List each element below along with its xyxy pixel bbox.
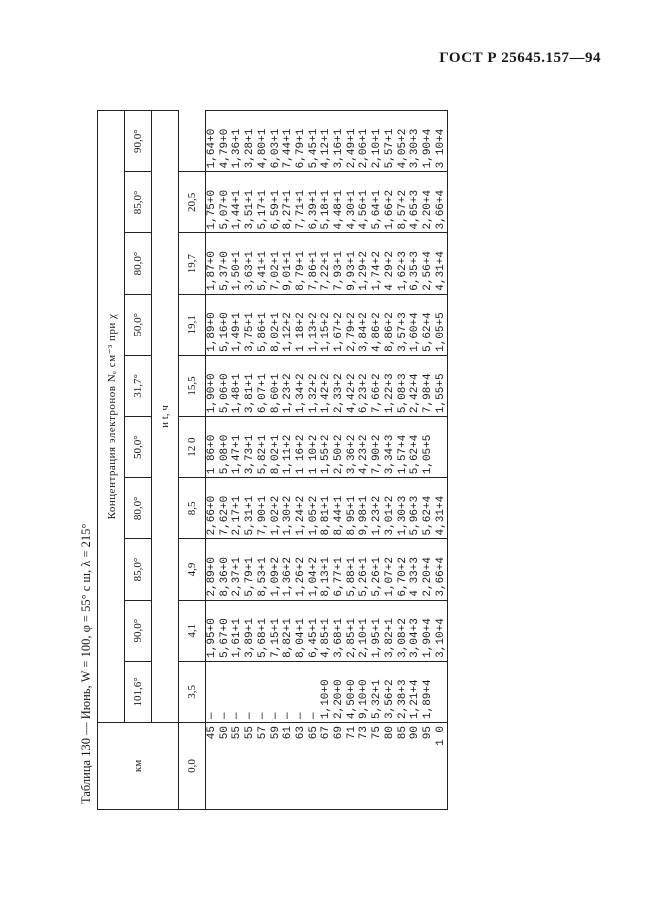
value-column: 1,75+0 5,07+0 1,44+1 3,51+1 5,17+1 6,59+1 8,27+1 7,71+1 6,39+1 5,18+1 4,48+1 4,30+1 4,56+1 5,64+1 1,66+2 8,57+2 4,65+3 2,20+4 3,66+4 (206, 172, 448, 233)
t-value: 4,1 (179, 600, 206, 661)
t-value: 12 0 (179, 417, 206, 478)
value-column: 2,89+0 8,36+0 2,37+1 5,79+1 8,53+1 1,09+2 1,36+2 1,26+2 1,04+2 8,13+1 6,77+1 5,88+1 5,26+1 5,26+1 1,07+2 6,70+2 4 33+3 2,20+4 3,66+4 (206, 539, 448, 600)
value-column: 1,89+0 5,16+0 1,49+1 3,75+1 5,86+1 8,02+1 1,12+2 1 18+2 1,13+2 1,15+2 1,67+2 2,79+2 3,84+2 4,86+2 8,86+2 3,57+3 1,60+4 5,62+4 1,05+5 (206, 294, 448, 355)
chi-value: 85,0° (125, 539, 152, 600)
caption-label: Таблица 130 — Июнь, (79, 685, 93, 804)
caption-phi: φ = 55° с ш, (79, 569, 93, 633)
value-column: 2,66+0 7,62+0 2,17+1 5,31+1 7,90+1 1,02+2 1,30+2 1,24+2 1,05+2 8,81+1 8,44+1 8,95+1 9,98+1 1,23+2 3,01+2 1,30+3 5,96+3 5,62+4 4,31+4 (206, 478, 448, 539)
heights-column: 45 50 55 55 57 59 61 63 65 67 69 71 73 75 80 85 90 95 1 0 (206, 723, 448, 810)
t-value: 15,5 (179, 355, 206, 416)
chi-row (125, 111, 152, 810)
t-row (179, 111, 206, 810)
value-column: 1,95+0 5,67+0 1,61+1 3,89+1 5,68+1 7,15+1 8,82+1 8,04+1 6,45+1 4,85+1 3,68+1 2,85+1 2,10+1 1,95+1 3,82+1 3,08+2 3,04+3 1,90+4 3,10+4 (206, 600, 448, 661)
rotated-table-area (75, 90, 661, 804)
t-value: 8,5 (179, 478, 206, 539)
t-value: 19,7 (179, 233, 206, 294)
value-column: 1,87+0 5,37+0 1,50+1 3,63+1 5,41+1 7,02+1 9,01+1 8,79+1 7,86+1 7,22+1 7,93+1 9,93+1 1,29+2 1,74+2 4 29+2 1,62+3 6,35+3 2,56+4 4,31+4 (206, 233, 448, 294)
values-row (206, 111, 448, 810)
t-value: 20,5 (179, 172, 206, 233)
chi-value: 50,0° (125, 294, 152, 355)
value-column: 1,64+0 4,79+0 1,36+1 3,28+1 4,80+1 6,03+1 7,44+1 6,79+1 5,45+1 4,12+1 3,16+1 2,49+1 2,06+1 2,10+1 5,57+1 4,05+2 3,30+3 1,90+4 3 10+4 (206, 111, 448, 172)
chi-value: 90,0° (125, 111, 152, 172)
t-value: 19,1 (179, 294, 206, 355)
chi-value: 90,0° (125, 600, 152, 661)
t-value: 4,9 (179, 539, 206, 600)
rotated-content (75, 90, 595, 810)
km-header: км (98, 723, 179, 810)
t-value: 0,0 (179, 723, 206, 810)
chi-value: 31,7° (125, 355, 152, 416)
value-column: 1 86+0 5,08+0 1,47+1 3,73+1 5,82+1 8,02+1 1,11+2 1 16+2 1 10+2 1,55+2 2,50+2 3,36+2 4,23+2 7,90+2 3,34+3 1,57+4 5,62+4 1,05+5 (206, 417, 448, 478)
concentration-header: Концентрация электронов Nₑ см⁻³ при χ (98, 111, 125, 723)
chi-value: 50,0° (125, 417, 152, 478)
chi-value: 80,0° (125, 233, 152, 294)
value-column: 1,90+0 5,06+0 1,48+1 3,81+1 6,07+1 8,60+1 1,23+2 1,34+2 1,32+2 1,42+2 2,33+2 4,42+2 6,23+2 7,66+2 1,22+3 5,08+3 2,42+4 7,98+4 1,55+5 (206, 355, 448, 416)
data-table (97, 110, 448, 810)
table-caption (75, 90, 97, 810)
time-header: и t, ч (152, 111, 179, 723)
value-column: — — — — — — — — — 1,10+0 2,20+0 4,50+0 9,10+0 5,32+1 3,56+2 2,38+3 1,21+4 1,89+4 (206, 661, 448, 722)
page-header: ГОСТ Р 25645.157—94 (439, 50, 601, 66)
chi-value: 85,0° (125, 172, 152, 233)
t-value: 3,5 (179, 661, 206, 722)
chi-value: 80,0° (125, 478, 152, 539)
caption-lambda: λ = 215° (79, 523, 93, 567)
chi-value: 101,6° (125, 661, 152, 722)
caption-w: W = 100, (79, 635, 93, 683)
